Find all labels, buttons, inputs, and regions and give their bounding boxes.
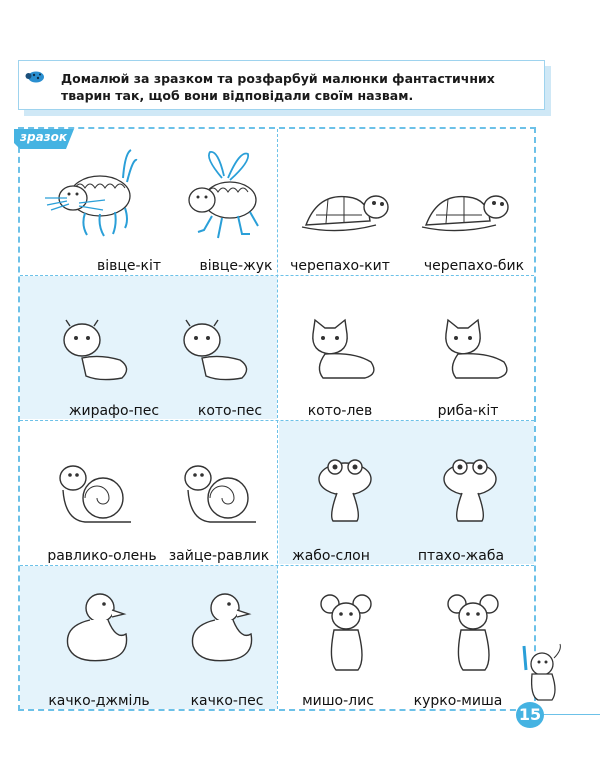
duck-dog-picture bbox=[185, 590, 265, 670]
label-r2-2: кото-пес bbox=[197, 403, 263, 419]
ladybug-icon bbox=[25, 69, 45, 83]
label-r3-2: зайце-равлик bbox=[168, 548, 270, 564]
snail-deer-picture bbox=[55, 460, 135, 530]
label-r2-1: жирафо-пес bbox=[68, 403, 160, 419]
grid-divider-h3 bbox=[20, 565, 534, 566]
label-r3-1: равлико-олень bbox=[47, 548, 157, 564]
label-r4-2: качко-пес bbox=[190, 693, 264, 709]
label-r2-3: кото-лев bbox=[307, 403, 373, 419]
label-r2-4: риба-кіт bbox=[437, 403, 499, 419]
label-r1-1: вівце-кіт bbox=[96, 258, 162, 274]
turtle-bull-picture bbox=[418, 185, 513, 245]
giraffe-dog-picture bbox=[60, 318, 140, 383]
fish-cat-picture bbox=[438, 318, 518, 383]
footer-line bbox=[540, 714, 600, 715]
label-r1-3: черепахо-кит bbox=[290, 258, 390, 274]
label-r4-4: курко-миша bbox=[413, 693, 503, 709]
grid-divider-h2 bbox=[20, 420, 534, 421]
grid-divider-vertical bbox=[277, 129, 278, 709]
label-r1-2: вівце-жук bbox=[199, 258, 273, 274]
hen-mouse-picture bbox=[445, 590, 505, 675]
label-r4-1: качко-джміль bbox=[48, 693, 150, 709]
hare-snail-picture bbox=[180, 460, 260, 530]
label-r3-4: птахо-жаба bbox=[417, 548, 505, 564]
duck-bumblebee-picture bbox=[60, 590, 140, 670]
sheep-bug-picture bbox=[180, 148, 265, 248]
grid-divider-h1 bbox=[20, 275, 534, 276]
sample-badge-label: зразок bbox=[20, 130, 68, 144]
task-instruction: Домалюй за зразком та розфарбуй малюнки фантастичних тварин так, щоб вони відповідали своїм назвам. bbox=[61, 71, 495, 103]
task-box bbox=[18, 60, 545, 110]
turtle-whale-picture bbox=[298, 185, 393, 245]
mouse-fox-picture bbox=[318, 590, 378, 675]
page-number: 15 bbox=[516, 702, 544, 728]
label-r3-3: жабо-слон bbox=[292, 548, 370, 564]
label-r1-4: черепахо-бик bbox=[423, 258, 525, 274]
cat-lion-picture bbox=[305, 318, 385, 383]
mascot-with-pencil-picture bbox=[520, 640, 565, 702]
cat-dog-picture bbox=[180, 318, 260, 383]
bird-frog-picture bbox=[440, 455, 500, 525]
sheep-cat-picture bbox=[45, 148, 140, 248]
frog-elephant-picture bbox=[315, 455, 375, 525]
label-r4-3: мишо-лис bbox=[302, 693, 374, 709]
